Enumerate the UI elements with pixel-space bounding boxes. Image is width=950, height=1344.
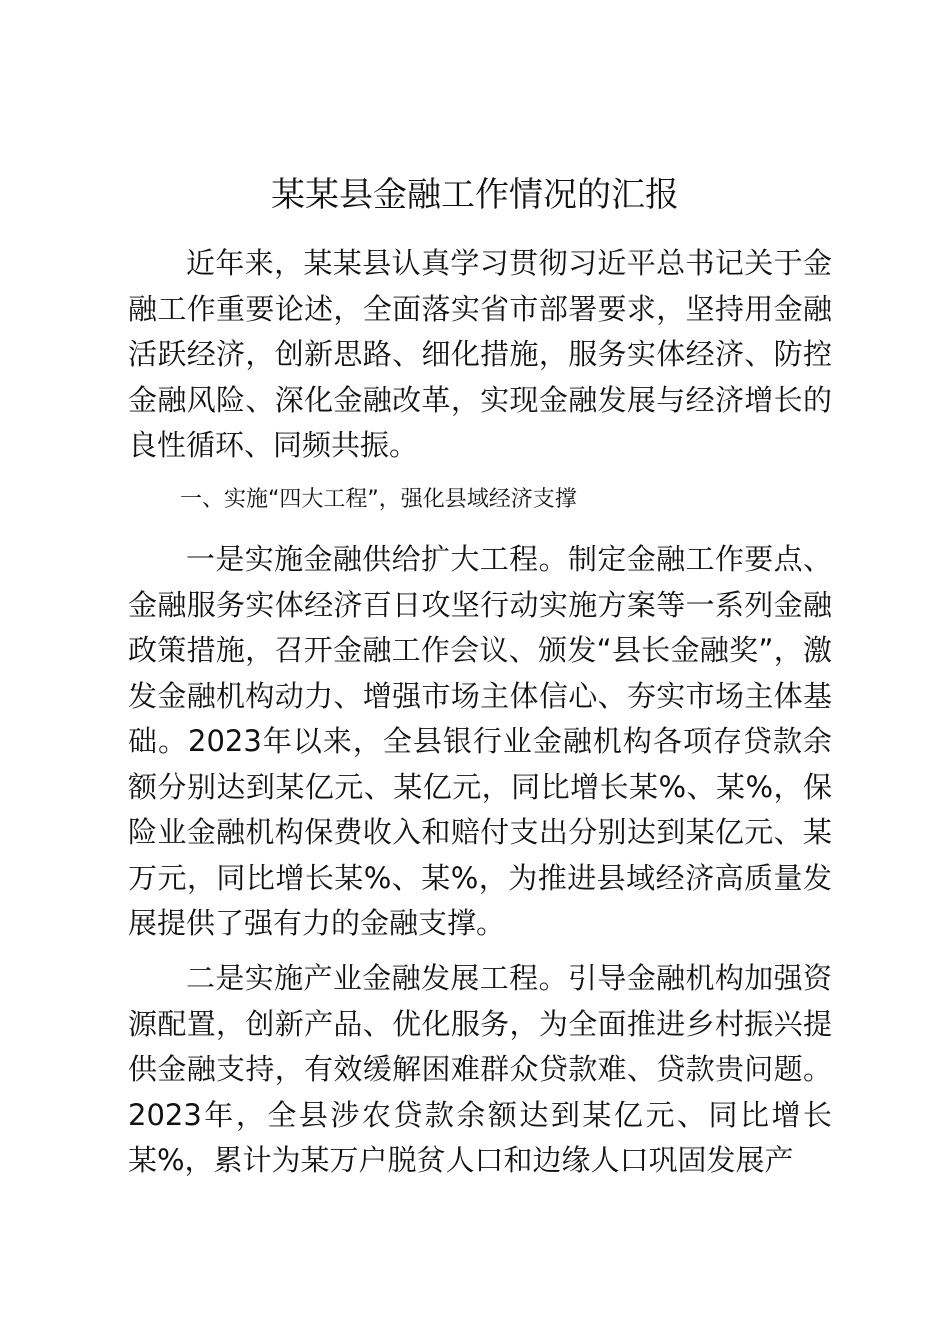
intro-paragraph: 近年来，某某县认真学习贯彻习近平总书记关于金融工作重要论述，全面落实省市部署要求，坚持用金融活跃经济，创新思路、细化措施，服务实体经济、防控金融风险、深化金融改革，实现金融发展与经济增长的良性循环、同频共振。 xyxy=(128,246,832,462)
body-paragraph-2: 二是实施产业金融发展工程。引导金融机构加强资源配置，创新产品、优化服务，为全面推进乡村振兴提供金融支持，有效缓解困难群众贷款难、贷款贵问题。2023年，全县涉农贷款余额达到某亿元、同比增长某%，累计为某万户脱贫人口和边缘人口巩固发展产 xyxy=(128,961,832,1177)
body-paragraph-1: 一是实施金融供给扩大工程。制定金融工作要点、金融服务实体经济百日攻坚行动实施方案等一系列金融政策措施，召开金融工作会议、颁发“县长金融奖”，激发金融机构动力、增强市场主体信心、夯实市场主体基础。2023年以来，全县银行业金融机构各项存贷款余额分别达到某亿元、某亿元，同比增长某%、某%，保险业金融机构保费收入和赔付支出分别达到某亿元、某万元，同比增长某%、某%，为推进县域经济高质量发展提供了强有力的金融支撑。 xyxy=(128,542,832,940)
document-title: 某某县金融工作情况的汇报 xyxy=(271,175,679,215)
section-heading: 一、实施“四大工程”，强化县域经济支撑 xyxy=(180,487,577,512)
